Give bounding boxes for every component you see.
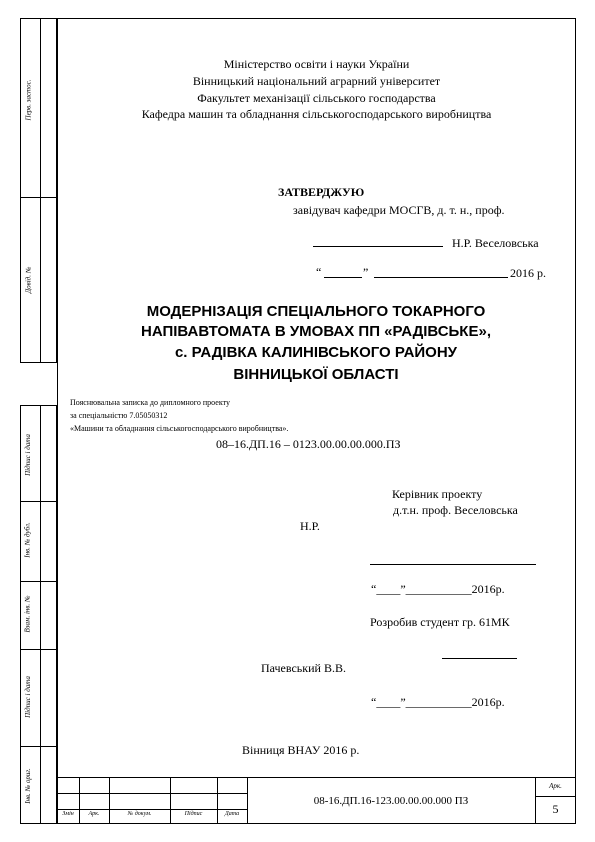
note-line-3: «Машини та обладнання сільськогосподарського виробництва». <box>70 424 289 433</box>
supervisor-title: д.т.н. проф. Веселовська <box>393 503 518 517</box>
supervisor-label: Керівник проекту <box>392 487 483 501</box>
approval-year: 2016 р. <box>510 266 546 280</box>
approval-title: ЗАТВЕРДЖУЮ <box>278 185 365 199</box>
tb-col-date: Дата <box>224 811 240 817</box>
approval-sign-line <box>313 246 443 247</box>
note-line-2: за спеціальністю 7.05050312 <box>70 411 168 420</box>
side-label-perv-zastos: Перв. застос. <box>24 79 33 121</box>
approval-day-line <box>324 277 362 278</box>
title-line-3: с. РАДІВКА КАЛИНІВСЬКОГО РАЙОНУ <box>174 344 458 361</box>
supervisor-sign-line <box>370 564 536 565</box>
approval-quote-open: “ <box>316 265 322 279</box>
tb-sheet-label: Арк. <box>549 782 562 790</box>
supervisor-initials: Н.Р. <box>300 519 320 533</box>
tb-col-doc: № докум. <box>127 811 152 817</box>
title-line-4: ВІННИЦЬКОЇ ОБЛАСТІ <box>233 366 399 383</box>
side-label-inv-dubl: Інв. № дубл. <box>24 522 32 558</box>
title-line-1: МОДЕРНІЗАЦІЯ СПЕЦІАЛЬНОГО ТОКАРНОГО <box>146 303 486 320</box>
side-label-pidpys-data-1: Підпис і дата <box>24 434 32 476</box>
student-name: Пачевський В.В. <box>261 661 346 675</box>
approval-quote-close: ” <box>363 265 369 279</box>
side-label-dovid: Довід. № <box>24 266 33 294</box>
supervisor-date: “____”___________2016р. <box>371 582 505 596</box>
city-year: Вінниця ВНАУ 2016 р. <box>242 743 360 757</box>
side-label-inv-orig: Інв. № ориг. <box>24 768 32 804</box>
side-label-vzam-inv: Взам. інв. № <box>24 595 32 633</box>
ministry-line: Міністерство освіти і науки України <box>223 57 410 71</box>
tb-sheet-number: 5 <box>552 802 559 816</box>
approval-month-line <box>374 277 508 278</box>
note-line-1: Пояснювальна записка до дипломного проекту <box>70 398 230 407</box>
department-line: Кафедра машин та обладнання сільськогосподарського виробництва <box>141 107 492 121</box>
approval-name: Н.Р. Веселовська <box>452 236 539 250</box>
tb-document-code: 08-16.ДП.16-123.00.00.00.000 ПЗ <box>313 795 469 807</box>
title-line-2: НАПІВАВТОМАТА В УМОВАХ ПП «РАДІВСЬКЕ», <box>141 323 491 340</box>
faculty-line: Факультет механізації сільського господарства <box>197 91 436 105</box>
tb-col-zmin: Змін <box>62 811 74 817</box>
student-date: “____”___________2016р. <box>371 695 505 709</box>
note-code: 08–16.ДП.16 – 0123.00.00.00.000.ПЗ <box>216 437 401 451</box>
student-sign-line <box>442 658 517 659</box>
student-label: Розробив студент гр. 61МК <box>370 615 510 629</box>
side-label-pidpys-data-2: Підпис і дата <box>24 676 32 718</box>
approval-position: завідувач кафедри МОСГВ, д. т. н., проф. <box>293 203 505 217</box>
tb-col-ark: Арк. <box>88 811 100 817</box>
university-line: Вінницький національний аграрний університет <box>192 74 441 88</box>
tb-col-sign: Підпис <box>184 811 203 817</box>
